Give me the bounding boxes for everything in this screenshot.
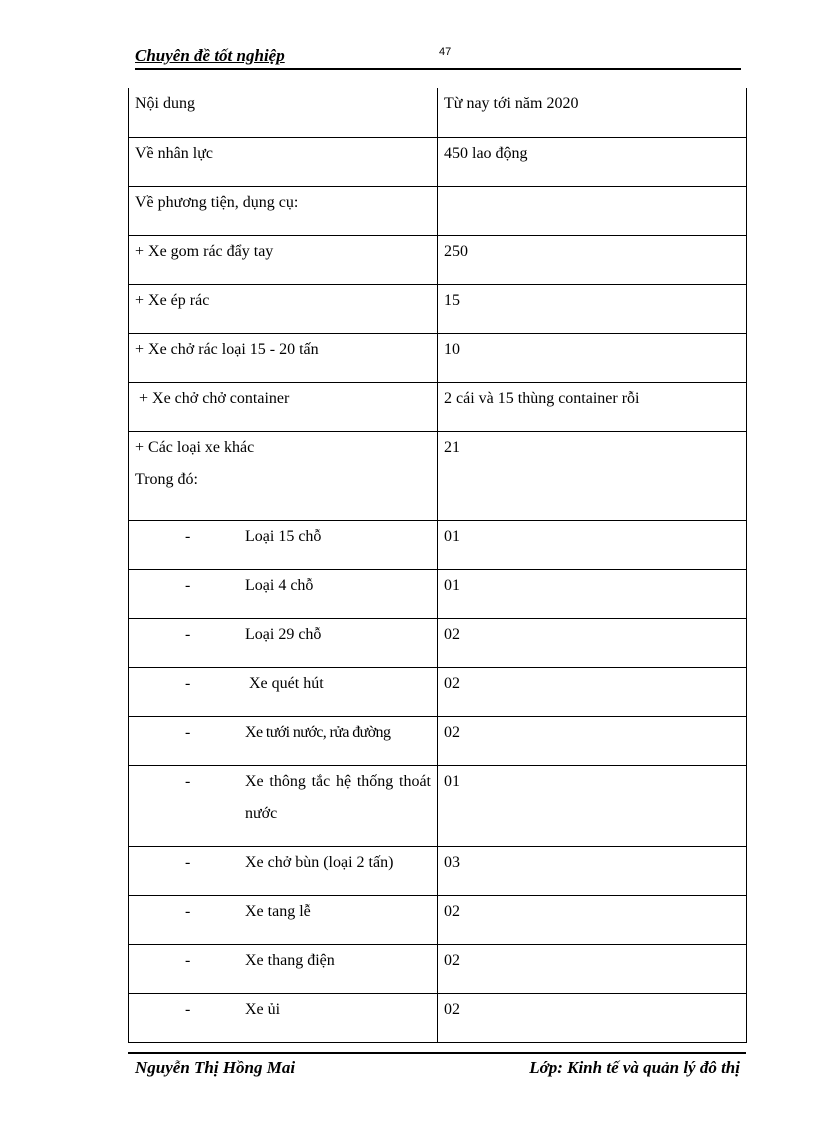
row-value: 01	[444, 527, 460, 545]
table-cell-value	[438, 431, 747, 520]
bullet-dash: -	[185, 723, 191, 741]
bullet-dash: -	[185, 674, 191, 692]
table-row	[129, 382, 747, 431]
table-cell-label	[129, 944, 438, 993]
table-cell-label	[129, 235, 438, 284]
table-cell-label	[129, 333, 438, 382]
row-label: + Xe gom rác đẩy tay	[135, 242, 274, 260]
table-row	[129, 284, 747, 333]
row-label: Xe chở bùn (loại 2 tấn)	[245, 853, 394, 871]
table-cell-label	[129, 137, 438, 186]
table-cell-label	[129, 284, 438, 333]
row-value: 15	[444, 291, 460, 309]
table-row	[129, 993, 747, 1042]
table-row	[129, 667, 747, 716]
row-value: 21	[444, 438, 460, 456]
table-cell-value	[438, 765, 747, 846]
table-cell-label	[129, 716, 438, 765]
row-label: Loại 29 chỗ	[245, 625, 322, 643]
table-cell-value	[438, 569, 747, 618]
row-label: + Xe ép rác	[135, 291, 210, 309]
row-label: Xe thông tắc hệ thống thoát nước	[245, 772, 431, 822]
bullet-dash: -	[185, 853, 191, 871]
table-cell-label	[129, 618, 438, 667]
header-title: Chuyên đề tốt nghiệp	[135, 46, 285, 65]
bullet-dash: -	[185, 625, 191, 643]
row-label: Xe quét hút	[245, 674, 324, 692]
table-cell-value	[438, 88, 747, 137]
table-row	[129, 333, 747, 382]
vehicle-table	[128, 88, 747, 1043]
table-cell-label	[129, 765, 438, 846]
table-cell-value	[438, 993, 747, 1042]
row-label-line2: Trong đó:	[135, 470, 198, 488]
row-value: 01	[444, 576, 460, 594]
table-row	[129, 716, 747, 765]
table-row	[129, 88, 747, 137]
table-cell-label	[129, 667, 438, 716]
row-label: + Các loại xe khác	[135, 438, 255, 456]
bullet-dash: -	[185, 772, 191, 790]
bullet-dash: -	[185, 902, 191, 920]
row-value: 250	[444, 242, 468, 260]
footer-author: Nguyễn Thị Hồng Mai	[135, 1058, 296, 1077]
table-cell-value	[438, 382, 747, 431]
row-label: + Xe chở rác loại 15 - 20 tấn	[135, 340, 319, 358]
page-header	[135, 44, 741, 70]
row-label: Xe tưới nước, rửa đường	[245, 723, 391, 741]
footer-class: Lớp: Kinh tế và quản lý đô thị	[529, 1058, 740, 1077]
row-label: Xe thang điện	[245, 951, 335, 969]
table-cell-value	[438, 618, 747, 667]
table-cell-label	[129, 520, 438, 569]
bullet-dash: -	[185, 576, 191, 594]
bullet-dash: -	[185, 951, 191, 969]
row-label: Về nhân lực	[135, 144, 213, 162]
table-row	[129, 186, 747, 235]
table-cell-value	[438, 186, 747, 235]
table-cell-label	[129, 382, 438, 431]
row-value: Từ nay tới năm 2020	[444, 95, 579, 112]
row-label: + Xe chở chở container	[135, 389, 290, 407]
row-value: 01	[444, 772, 460, 790]
table-cell-label	[129, 993, 438, 1042]
table-row	[129, 846, 747, 895]
table-row	[129, 235, 747, 284]
table-row	[129, 895, 747, 944]
row-value: 450 lao động	[444, 144, 528, 162]
table-cell-label	[129, 431, 438, 520]
row-value: 03	[444, 853, 460, 871]
table-cell-label	[129, 88, 438, 137]
row-label: Loại 15 chỗ	[245, 527, 322, 545]
table-cell-value	[438, 235, 747, 284]
page-footer	[128, 1052, 746, 1084]
row-label: Xe tang lễ	[245, 902, 311, 920]
table-row	[129, 765, 747, 846]
row-value: 02	[444, 902, 460, 920]
row-label: Về phương tiện, dụng cụ:	[135, 193, 299, 211]
table-cell-value	[438, 333, 747, 382]
table-cell-value	[438, 846, 747, 895]
row-label: Nội dung	[135, 95, 195, 112]
row-value: 2 cái và 15 thùng container rỗi	[444, 389, 640, 407]
table-cell-value	[438, 137, 747, 186]
row-value: 02	[444, 674, 460, 692]
page-number: 47	[439, 46, 452, 58]
table-row	[129, 520, 747, 569]
table-row	[129, 137, 747, 186]
table-cell-value	[438, 520, 747, 569]
table-cell-label	[129, 846, 438, 895]
row-value: 02	[444, 625, 460, 643]
table-cell-value	[438, 667, 747, 716]
table-cell-value	[438, 284, 747, 333]
table-row	[129, 431, 747, 520]
table-row	[129, 618, 747, 667]
table-row	[129, 569, 747, 618]
bullet-dash: -	[185, 527, 191, 545]
row-value: 02	[444, 723, 460, 741]
table-cell-value	[438, 944, 747, 993]
row-value: 02	[444, 951, 460, 969]
table-cell-label	[129, 895, 438, 944]
table-row	[129, 944, 747, 993]
row-label: Xe ủi	[245, 1000, 281, 1018]
bullet-dash: -	[185, 1000, 191, 1018]
row-label: Loại 4 chỗ	[245, 576, 314, 594]
table-cell-label	[129, 569, 438, 618]
row-value: 02	[444, 1000, 460, 1018]
row-value: 10	[444, 340, 460, 358]
table-cell-value	[438, 895, 747, 944]
table-cell-value	[438, 716, 747, 765]
table-cell-label	[129, 186, 438, 235]
